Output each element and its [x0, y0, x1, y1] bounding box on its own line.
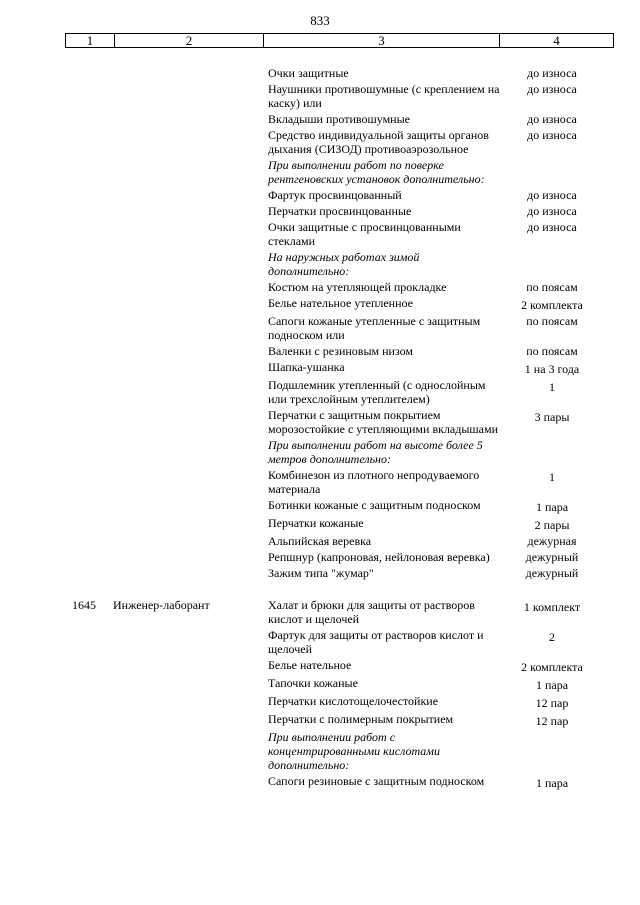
- issue-norm: 3 пары: [534, 410, 570, 424]
- protective-item-name: Костюм на утепляющей прокладке: [268, 280, 447, 294]
- table-row: [0, 550, 640, 564]
- protective-item-name: Наушники противошумные (с креплением на каску) или: [268, 82, 500, 110]
- protective-item-name: Перчатки с полимерным покрытием: [268, 712, 454, 726]
- protective-item-name: Валенки с резиновым низом: [268, 344, 414, 358]
- issue-norm: до износа: [527, 112, 577, 126]
- issue-norm: до износа: [527, 204, 577, 218]
- row-number: 1645: [72, 598, 96, 612]
- table-row: [0, 344, 640, 358]
- protective-item-name: Белье нательное утепленное: [268, 296, 413, 310]
- table-row: [0, 188, 640, 202]
- table-row: [0, 220, 640, 248]
- protective-item-name: Шапка-ушанка: [268, 360, 345, 374]
- table-row: [0, 468, 640, 496]
- protective-item-name: Белье нательное: [268, 658, 352, 672]
- protective-item-name: Фартук для защиты от растворов кислот и щелочей: [268, 628, 484, 656]
- table-body: [0, 66, 640, 792]
- section-subheading: При выполнении работ на высоте более 5 метров дополнительно:: [268, 438, 483, 466]
- issue-norm: 12 пар: [535, 714, 569, 728]
- section-subheading: При выполнении работ с концентрированными кислотами дополнительно:: [268, 730, 440, 772]
- issue-norm: 2 комплекта: [521, 298, 583, 312]
- protective-item-name: Зажим типа "жумар": [268, 566, 374, 580]
- protective-item-name: Репшнур (капроновая, нейлоновая веревка): [268, 550, 490, 564]
- protective-item-name: Сапоги кожаные утепленные с защитным подноском или: [268, 314, 481, 342]
- column-header-2: 2: [115, 34, 264, 48]
- table-row: [0, 712, 640, 728]
- protective-item-name: Перчатки с защитным покрытием морозостойкие с утепляющими вкладышами: [268, 408, 499, 436]
- column-header-1: 1: [66, 34, 115, 48]
- protective-item-name: Подшлемник утепленный (с однослойным или трехслойным утеплителем): [268, 378, 486, 406]
- column-header-3: 3: [264, 34, 500, 48]
- profession-name: Инженер-лаборант: [113, 598, 210, 612]
- section-subheading-row: [0, 438, 640, 466]
- issue-norm: 1 на 3 года: [524, 362, 580, 376]
- protective-item-name: Перчатки кислотощелочестойкие: [268, 694, 439, 708]
- table-row: [0, 296, 640, 312]
- issue-norm: до износа: [527, 128, 577, 142]
- issue-norm: дежурный: [525, 550, 579, 564]
- table-row: [0, 498, 640, 514]
- issue-norm: до износа: [527, 82, 577, 96]
- issue-norm: по поясам: [526, 344, 578, 358]
- issue-norm: 1 пара: [535, 500, 569, 514]
- issue-norm: 12 пар: [535, 696, 569, 710]
- table-row: [0, 516, 640, 532]
- table-row: [0, 314, 640, 342]
- table-row: [0, 676, 640, 692]
- page-number: 833: [310, 13, 330, 28]
- table-row: [0, 566, 640, 580]
- table-row: [0, 360, 640, 376]
- protective-item-name: Очки защитные: [268, 66, 349, 80]
- issue-norm: по поясам: [526, 314, 578, 328]
- issue-norm: до износа: [527, 66, 577, 80]
- table-row: [0, 598, 640, 626]
- table-row: [0, 128, 640, 156]
- protective-item-name: Комбинезон из плотного непродуваемого материала: [268, 468, 480, 496]
- table-row: [0, 112, 640, 126]
- protective-item-name: Фартук просвинцованный: [268, 188, 402, 202]
- protective-item-name: Очки защитные с просвинцованными стеклами: [268, 220, 461, 248]
- table-row: [0, 204, 640, 218]
- table-row: [0, 694, 640, 710]
- section-subheading-row: [0, 730, 640, 772]
- issue-norm: 2 комплекта: [521, 660, 583, 674]
- table-row: [0, 66, 640, 80]
- protective-item-name: Альпийская веревка: [268, 534, 372, 548]
- table-row: [0, 774, 640, 790]
- issue-norm: 1 пара: [535, 776, 569, 790]
- protective-item-name: Ботинки кожаные с защитным подноском: [268, 498, 481, 512]
- table-row: [0, 82, 640, 110]
- protective-item-name: Тапочки кожаные: [268, 676, 358, 690]
- table-row: [0, 658, 640, 674]
- section-subheading: При выполнении работ по поверке рентгеновских установок дополнительно:: [268, 158, 485, 186]
- issue-norm: по поясам: [526, 280, 578, 294]
- protective-item-name: Вкладыши противошумные: [268, 112, 410, 126]
- section-subheading-row: [0, 158, 640, 186]
- issue-norm: 1: [549, 380, 555, 394]
- issue-norm: дежурный: [525, 566, 579, 580]
- table-row: [0, 628, 640, 656]
- column-header-table: [65, 33, 614, 48]
- section-subheading-row: [0, 250, 640, 278]
- protective-item-name: Сапоги резиновые с защитным подноском: [268, 774, 485, 788]
- issue-norm: 2: [549, 630, 555, 644]
- table-row: [0, 378, 640, 406]
- protective-item-name: Халат и брюки для защиты от растворов кислот и щелочей: [268, 598, 475, 626]
- table-row: [0, 408, 640, 436]
- issue-norm: 1: [549, 470, 555, 484]
- table-row: [0, 534, 640, 548]
- protective-item-name: Средство индивидуальной защиты органов дыхания (СИЗОД) противоаэрозольное: [268, 128, 489, 156]
- table-row: [0, 280, 640, 294]
- section-subheading: На наружных работах зимой дополнительно:: [268, 250, 420, 278]
- issue-norm: до износа: [527, 188, 577, 202]
- issue-norm: 1 пара: [535, 678, 569, 692]
- issue-norm: до износа: [527, 220, 577, 234]
- protective-item-name: Перчатки кожаные: [268, 516, 364, 530]
- column-header-4: 4: [500, 34, 614, 48]
- protective-item-name: Перчатки просвинцованные: [268, 204, 412, 218]
- issue-norm: 1 комплект: [523, 600, 581, 614]
- issue-norm: дежурная: [527, 534, 577, 548]
- issue-norm: 2 пары: [534, 518, 570, 532]
